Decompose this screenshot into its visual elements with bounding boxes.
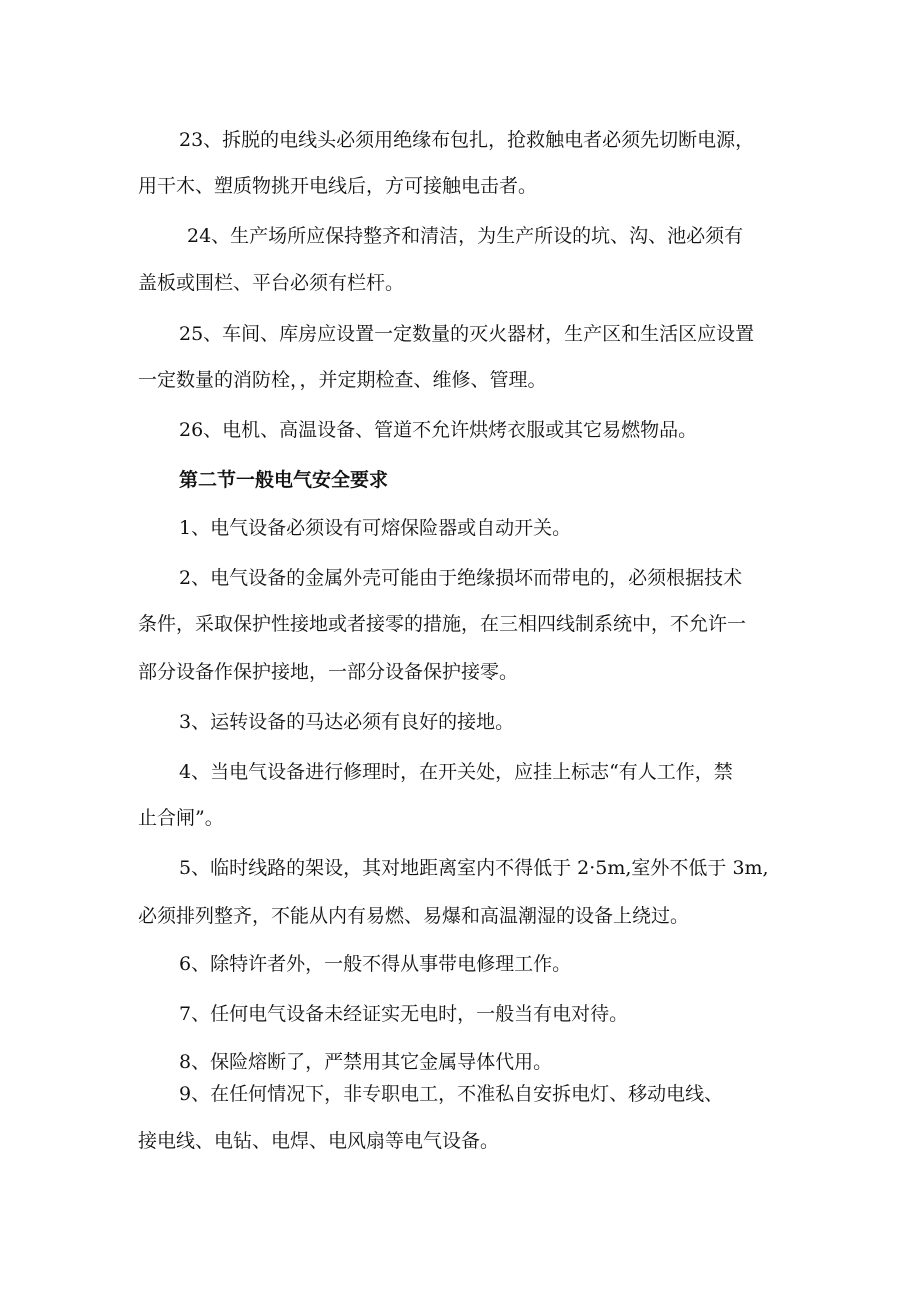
section-item-3-line-1: 3、运转设备的马达必须有良好的接地。 [179,711,515,733]
section-item-9-line-1: 9、在任何情况下，非专职电工，不准私自安拆电灯、移动电线、 [179,1083,724,1105]
item-23-line-1: 23、拆脱的电线头必须用绝缘布包扎，抢救触电者必须先切断电源， [179,129,755,151]
item-24-line-2: 盖板或围栏、平台必须有栏杆。 [138,272,405,294]
section-item-8-line-1: 8、保险熔断了，严禁用其它金属导体代用。 [179,1051,553,1073]
item-23-line-2: 用干木、塑质物挑开电线后，方可接触电击者。 [138,175,538,197]
section-item-2-line-2: 条件，采取保护性接地或者接零的措施，在三相四线制系统中，不允许一 [138,613,747,635]
item-25-line-2: 一定数量的消防栓，，并定期检查、维修、管理。 [138,369,547,391]
item-25-line-1: 25、车间、库房应设置一定数量的灭火器材，生产区和生活区应设置 [179,323,755,345]
section-item-4-line-2: 止合闸”。 [138,807,224,829]
section-item-2-line-3: 部分设备作保护接地，一部分设备保护接零。 [138,661,519,683]
section-item-2-line-1: 2、电气设备的金属外壳可能由于绝缘损坏而带电的，必须根据技术 [179,567,743,589]
section-item-4-line-1: 4、当电气设备进行修理时，在开关处，应挂上标志“有人工作，禁 [179,761,733,783]
section-item-1-line-1: 1、电气设备必须设有可熔保险器或自动开关。 [179,517,572,539]
item-26-line-1: 26、电机、高温设备、管道不允许烘烤衣服或其它易燃物品。 [179,419,698,441]
item-24-line-1: 24、生产场所应保持整齐和清洁，为生产所设的坑、沟、池必须有 [187,225,744,247]
section-item-6-line-1: 6、除特许者外，一般不得从事带电修理工作。 [179,953,572,975]
section-item-5-line-1: 5、临时线路的架设，其对地距离室内不得低于 2·5m,室外不低于 3m, [179,857,769,879]
section-item-5-line-2: 必须排列整齐，不能从内有易燃、易爆和高温潮湿的设备上绕过。 [138,905,690,927]
section-heading: 第二节一般电气安全要求 [179,469,389,491]
section-item-7-line-1: 7、任何电气设备未经证实无电时，一般当有电对待。 [179,1003,629,1025]
section-item-9-line-2: 接电线、电钻、电焊、电风扇等电气设备。 [138,1130,500,1152]
